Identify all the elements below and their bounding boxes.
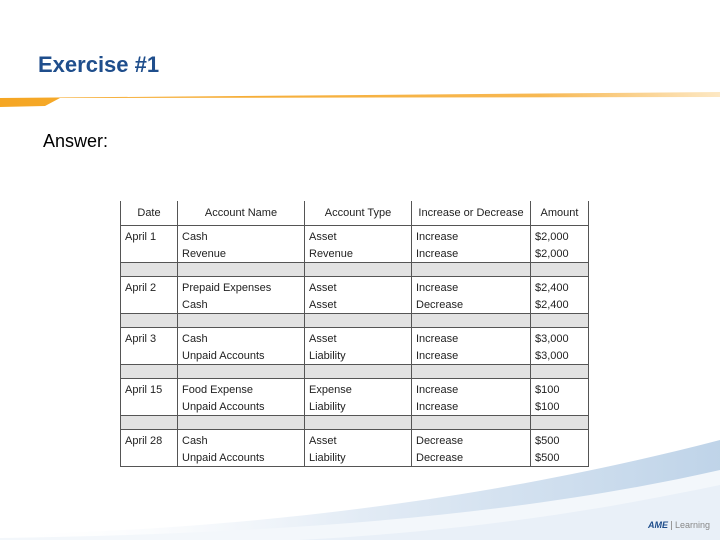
table-row (121, 277, 589, 314)
cell-amount: $2,400 $2,400 (531, 277, 589, 314)
cell-amount: $3,000 $3,000 (531, 328, 589, 365)
cell-account-name: Prepaid Expenses Cash (178, 277, 305, 314)
cell-account-type: Asset Liability (305, 328, 412, 365)
cell-account-type: Asset Revenue (305, 226, 412, 263)
table-spacer-row (121, 314, 589, 328)
cell-amount: $500 $500 (531, 430, 589, 467)
answer-label: Answer: (43, 131, 109, 151)
slide-title: Exercise #1 (38, 52, 160, 77)
cell-amount: $100 $100 (531, 379, 589, 416)
cell-account-name: Cash Unpaid Accounts (178, 328, 305, 365)
logo-divider (671, 521, 672, 530)
cell-date: April 3 (121, 328, 178, 365)
header-account-type: Account Type (305, 201, 412, 226)
cell-account-type: Asset Liability (305, 430, 412, 467)
header-date: Date (121, 201, 178, 226)
cell-date: April 15 (121, 379, 178, 416)
cell-account-name: Food Expense Unpaid Accounts (178, 379, 305, 416)
journal-table (120, 201, 589, 467)
cell-change: Increase Increase (412, 379, 531, 416)
brand-mark: AME (647, 520, 668, 530)
table-spacer-row (121, 365, 589, 379)
header-account-name: Account Name (178, 201, 305, 226)
table-row (121, 226, 589, 263)
table-row (121, 328, 589, 365)
table-spacer-row (121, 416, 589, 430)
cell-amount: $2,000 $2,000 (531, 226, 589, 263)
table-spacer-row (121, 263, 589, 277)
cell-account-type: Asset Asset (305, 277, 412, 314)
header-increase-decrease: Increase or Decrease (412, 201, 531, 226)
brand-tagline: Learning (674, 520, 710, 530)
accent-bar (0, 92, 720, 108)
header-amount: Amount (531, 201, 589, 226)
table-header-row (121, 201, 589, 226)
decorative-swoosh (0, 430, 720, 540)
table-row (121, 379, 589, 416)
cell-date: April 2 (121, 277, 178, 314)
cell-change: Decrease Decrease (412, 430, 531, 467)
cell-account-name: Cash Revenue (178, 226, 305, 263)
cell-account-type: Expense Liability (305, 379, 412, 416)
cell-change: Increase Decrease (412, 277, 531, 314)
cell-date: April 1 (121, 226, 178, 263)
brand-logo (648, 520, 710, 530)
cell-change: Increase Increase (412, 328, 531, 365)
cell-date: April 28 (121, 430, 178, 467)
cell-account-name: Cash Unpaid Accounts (178, 430, 305, 467)
cell-change: Increase Increase (412, 226, 531, 263)
